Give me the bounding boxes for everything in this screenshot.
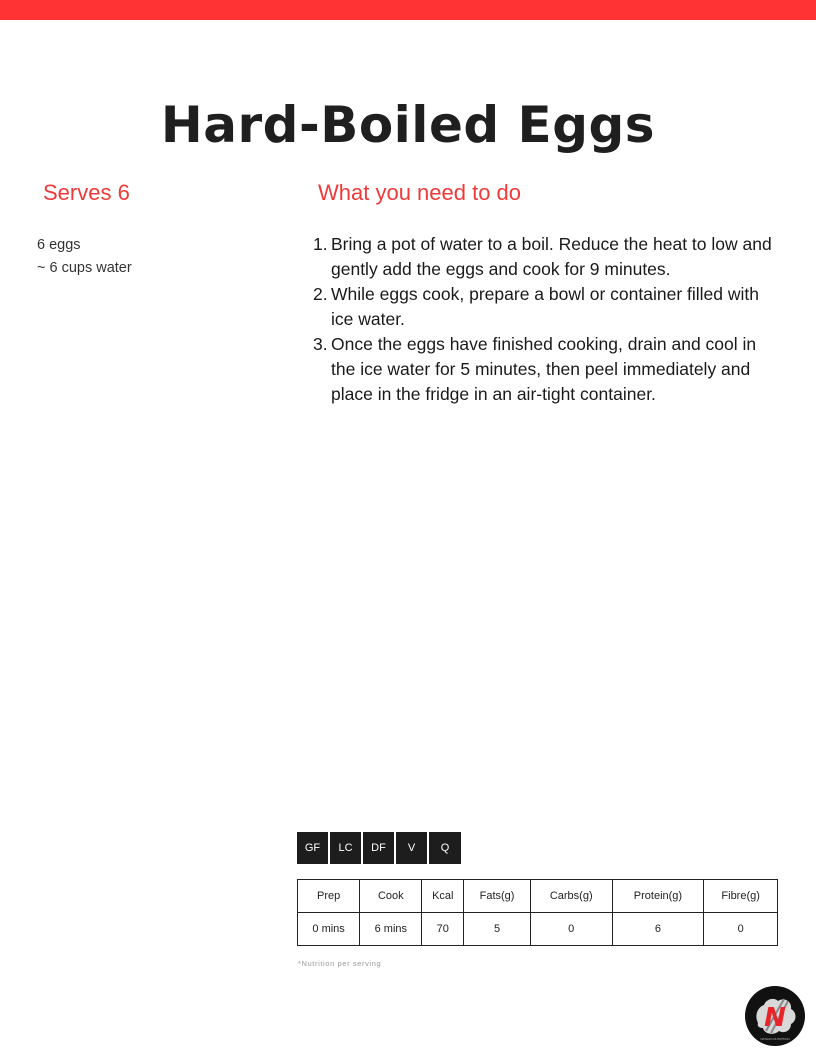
nutrition-value: 6 bbox=[612, 913, 704, 946]
nutrition-header: Fats(g) bbox=[464, 880, 531, 913]
nutrition-value: 0 mins bbox=[298, 913, 360, 946]
step-text: While eggs cook, prepare a bowl or container filled with ice water. bbox=[331, 284, 759, 329]
nutrition-value: 70 bbox=[422, 913, 464, 946]
step-number: 1. bbox=[313, 234, 328, 254]
nutrition-value: 5 bbox=[464, 913, 531, 946]
nutrition-value: 6 mins bbox=[360, 913, 422, 946]
nutrition-value-row bbox=[298, 913, 778, 946]
serves-heading: Serves 6 bbox=[43, 180, 130, 205]
nutrition-header: Prep bbox=[298, 880, 360, 913]
nutrition-table bbox=[297, 879, 778, 946]
method-heading: What you need to do bbox=[318, 180, 522, 205]
step-number: 3. bbox=[313, 334, 328, 354]
nutrition-value: 0 bbox=[704, 913, 778, 946]
method-step bbox=[313, 232, 783, 282]
step-text: Once the eggs have finished cooking, drain and cool in the ice water for 5 minutes, then peel immediately and place in the fridge in an air-tight container. bbox=[331, 334, 757, 404]
diet-tags bbox=[297, 832, 463, 864]
method-step bbox=[313, 332, 783, 407]
diet-tag-lc: LC bbox=[330, 832, 361, 864]
diet-tag-df: DF bbox=[363, 832, 394, 864]
ingredient-item: ~ 6 cups water bbox=[37, 260, 132, 276]
nutrition-footnote: *Nutrition per serving bbox=[298, 959, 382, 968]
method-steps bbox=[313, 232, 783, 407]
method-step bbox=[313, 282, 783, 332]
ingredient-list bbox=[37, 234, 132, 280]
recipe-title: Hard-Boiled Eggs bbox=[160, 96, 656, 154]
diet-tag-v: V bbox=[396, 832, 427, 864]
diet-tag-q: Q bbox=[429, 832, 461, 864]
nutrition-header: Carbs(g) bbox=[530, 880, 612, 913]
nutrition-header: Cook bbox=[360, 880, 422, 913]
nutrition-header: Kcal bbox=[422, 880, 464, 913]
step-text: Bring a pot of water to a boil. Reduce the heat to low and gently add the eggs and cook for 9 minutes. bbox=[331, 234, 772, 279]
logo-caption: NATHAN NUTRITION bbox=[760, 1037, 790, 1041]
nutrition-header-row bbox=[298, 880, 778, 913]
ingredient-item: 6 eggs bbox=[37, 237, 81, 253]
diet-tag-gf: GF bbox=[297, 832, 328, 864]
top-accent-bar bbox=[0, 0, 816, 20]
logo-letter: N bbox=[764, 1003, 786, 1033]
nutrition-value: 0 bbox=[530, 913, 612, 946]
nutrition-header: Fibre(g) bbox=[704, 880, 778, 913]
nutrition-header: Protein(g) bbox=[612, 880, 704, 913]
brand-logo-icon bbox=[744, 985, 806, 1047]
step-number: 2. bbox=[313, 284, 328, 304]
